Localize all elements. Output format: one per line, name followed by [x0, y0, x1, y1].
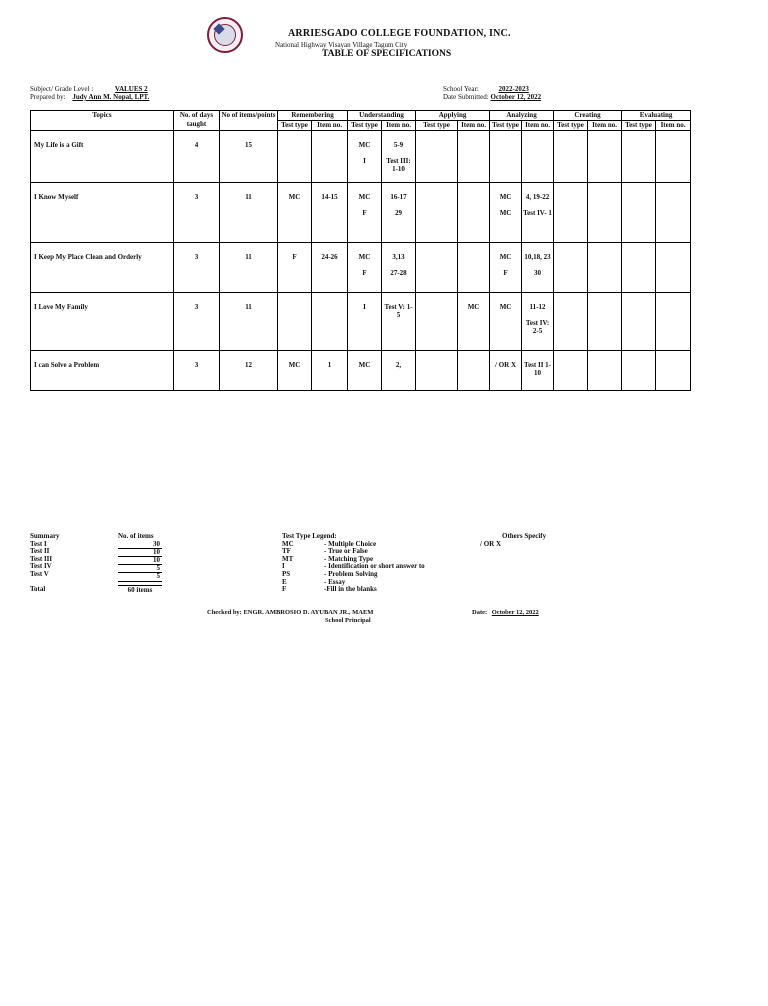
cell-text: I [363, 157, 366, 165]
table-cell [554, 183, 588, 243]
table-cell [382, 293, 416, 351]
subject-value: VALUES 2 [114, 85, 148, 93]
footer-date [472, 609, 539, 616]
table-cell [278, 131, 312, 183]
table-row [31, 351, 691, 391]
cell-text: 11 [245, 193, 252, 201]
school-year-value: 2022-2023 [498, 85, 529, 93]
table-cell [416, 351, 458, 391]
summary-test-count: 10 [118, 557, 162, 565]
legend-block [282, 533, 425, 594]
topic-cell [31, 131, 174, 183]
cell-text: 15 [245, 141, 252, 149]
table-cell [622, 243, 656, 293]
table-cell [458, 131, 490, 183]
topic-cell [31, 293, 174, 351]
cell-text: Test IV- 1 [523, 209, 552, 217]
specifications-table [30, 110, 691, 391]
topic-cell [31, 183, 174, 243]
header-evaluating: Evaluating [622, 111, 691, 121]
cell-text: 29 [395, 209, 403, 217]
table-cell [348, 293, 382, 351]
table-cell [522, 131, 554, 183]
legend-desc: -Fill in the blanks [324, 585, 377, 594]
table-cell [588, 131, 622, 183]
cell-text: 11 [245, 253, 252, 261]
table-cell [490, 293, 522, 351]
cell-text: I Love My Family [34, 303, 88, 311]
summary-test-name: Test I [30, 539, 47, 548]
table-cell [554, 351, 588, 391]
legend-code: I [282, 562, 285, 571]
legend-code: PS [282, 569, 291, 578]
legend-code: E [282, 577, 287, 586]
table-cell [458, 183, 490, 243]
cell-text: MC [499, 253, 512, 261]
table-cell [348, 243, 382, 293]
summary-test-name: Test V [30, 569, 49, 578]
date-submitted-line [443, 93, 541, 101]
school-name: ARRIESGADO COLLEGE FOUNDATION, INC. [288, 28, 511, 39]
school-seal-logo [207, 17, 243, 53]
school-address: National Highway Visayan Village Tagum City [275, 41, 408, 49]
date-submitted-label: Date Submitted: [443, 93, 489, 101]
topic-cell [31, 243, 174, 293]
cell-text: F [362, 269, 367, 277]
table-cell [622, 131, 656, 183]
cell-text: Test II 1-10 [524, 361, 552, 377]
document-title: TABLE OF SPECIFICATIONS [322, 49, 452, 59]
cell-text: 24-26 [321, 253, 338, 261]
table-cell [312, 183, 348, 243]
table-cell [656, 183, 691, 243]
table-cell [220, 183, 278, 243]
checked-by: Checked by: ENGR. AMBROSIO D. AYUBAN JR., MAEM [207, 609, 374, 616]
cell-text: I [363, 303, 366, 311]
cell-text: F [292, 253, 297, 261]
cell-text: F [503, 269, 508, 277]
cell-text: 11 [245, 303, 252, 311]
table-cell [174, 351, 220, 391]
others-title: Others Specify [502, 532, 547, 540]
table-cell [382, 183, 416, 243]
header-creating: Creating [554, 111, 622, 121]
sub-item-no: Item no. [656, 121, 691, 131]
table-row [31, 131, 691, 183]
subject-label: Subject/ Grade Level : [30, 85, 94, 93]
table-cell [458, 351, 490, 391]
summary-test-count: 5 [118, 565, 162, 573]
table-cell [588, 351, 622, 391]
summary-test-count: 10 [118, 549, 162, 557]
summary-counts [118, 533, 162, 594]
sub-item-no: Item no. [522, 121, 554, 131]
table-row [31, 183, 691, 243]
summary-test-count: 5 [118, 573, 162, 581]
table-cell [174, 293, 220, 351]
table-cell [416, 183, 458, 243]
table-cell [554, 243, 588, 293]
table-cell [416, 131, 458, 183]
cell-text: 3 [194, 193, 199, 201]
cell-text: F [362, 209, 367, 217]
cell-text: 27-28 [390, 269, 407, 277]
table-cell [522, 243, 554, 293]
table-cell [416, 243, 458, 293]
legend-entry [282, 586, 425, 594]
cell-text: 4, 19-22 [525, 193, 550, 201]
prepared-value: Judy Ann M. Nopal, LPT. [72, 93, 150, 101]
header-row-levels [31, 111, 691, 121]
table-cell [522, 293, 554, 351]
cell-text: 12 [245, 361, 252, 369]
table-cell [458, 293, 490, 351]
legend-desc: - Essay [324, 577, 346, 586]
sub-test-type: Test type [490, 121, 522, 131]
table-cell [312, 243, 348, 293]
summary-block [30, 533, 60, 593]
cell-text: MC [358, 253, 371, 261]
prepared-label: Prepared by: [30, 93, 66, 101]
legend-desc: - Multiple Choice [324, 539, 377, 548]
table-cell [554, 131, 588, 183]
header-remembering: Remembering [278, 111, 348, 121]
table-cell [278, 183, 312, 243]
total-value: 60 items [118, 585, 162, 595]
table-cell [348, 131, 382, 183]
legend-code: MT [282, 554, 294, 563]
legend-desc: - True or False [324, 547, 368, 556]
table-cell [220, 351, 278, 391]
header-topics: Topics [31, 111, 174, 131]
table-cell [458, 243, 490, 293]
cell-text: 14-15 [321, 193, 338, 201]
cell-text: 11-12 [529, 303, 546, 311]
legend-entry [282, 571, 425, 579]
sub-test-type: Test type [622, 121, 656, 131]
table-cell [312, 293, 348, 351]
table-cell [490, 131, 522, 183]
table-cell [490, 183, 522, 243]
table-cell [382, 351, 416, 391]
table-cell [220, 293, 278, 351]
topic-cell [31, 351, 174, 391]
sub-item-no: Item no. [312, 121, 348, 131]
table-cell [348, 183, 382, 243]
cell-text: MC [358, 361, 371, 369]
table-row [31, 243, 691, 293]
sub-item-no: Item no. [588, 121, 622, 131]
sub-test-type: Test type [416, 121, 458, 131]
cell-text: Test III: 1-10 [386, 157, 411, 173]
cell-text: MC [467, 303, 480, 311]
footer-date-value: October 12, 2022 [491, 609, 539, 616]
footer-date-label: Date: [472, 609, 488, 616]
cell-text: 10,18, 23 [524, 253, 551, 261]
sub-item-no: Item no. [382, 121, 416, 131]
header-understanding: Understanding [348, 111, 416, 121]
table-cell [522, 183, 554, 243]
summary-test-name: Test III [30, 554, 53, 563]
sub-test-type: Test type [348, 121, 382, 131]
table-cell [588, 183, 622, 243]
table-cell [278, 351, 312, 391]
cell-text: MC [288, 361, 301, 369]
cell-text: I Know Myself [34, 193, 79, 201]
cell-text: 5-9 [393, 141, 404, 149]
others-value: / OR X [480, 540, 501, 548]
cell-text: 1 [327, 361, 332, 369]
table-cell [174, 183, 220, 243]
table-cell [382, 131, 416, 183]
date-submitted-value: October 12, 2022 [490, 93, 542, 101]
table-cell [656, 293, 691, 351]
summary-test-count: 30 [118, 541, 162, 549]
table-cell [490, 351, 522, 391]
principal-title: School Principal [325, 617, 371, 624]
school-year-label: School Year: [443, 85, 479, 93]
items-label: No. of items [118, 532, 154, 540]
summary-label: Summary [30, 532, 60, 540]
cell-text: MC [358, 141, 371, 149]
header-applying: Applying [416, 111, 490, 121]
table-cell [622, 293, 656, 351]
cell-text: 30 [534, 269, 542, 277]
cell-text: 3,13 [392, 253, 405, 261]
subject-line [30, 85, 152, 93]
table-cell [220, 243, 278, 293]
cell-text: Test V: 1-5 [384, 303, 413, 319]
summary-test-name: Test IV [30, 562, 52, 571]
legend-desc: - Problem Solving [324, 569, 378, 578]
cell-text: 2, [395, 361, 402, 369]
sub-test-type: Test type [554, 121, 588, 131]
cell-text: MC [499, 193, 512, 201]
cell-text: 4 [194, 141, 199, 149]
table-cell [416, 293, 458, 351]
table-cell [656, 243, 691, 293]
table-cell [382, 243, 416, 293]
header-items: No of items/points [220, 111, 278, 131]
table-cell [656, 351, 691, 391]
legend-code: MC [282, 539, 294, 548]
cell-text: / OR X [495, 361, 517, 369]
cell-text: I Keep My Place Clean and Orderly [34, 253, 142, 261]
table-row [31, 293, 691, 351]
cell-text: 3 [194, 303, 199, 311]
table-cell [554, 293, 588, 351]
summary-test-name: Test II [30, 547, 50, 556]
total-label: Total [30, 584, 46, 593]
table-cell [588, 243, 622, 293]
table-cell [174, 131, 220, 183]
table-cell [278, 293, 312, 351]
cell-text: I can Solve a Problem [34, 361, 100, 369]
header-days: No. of days taught [174, 111, 220, 131]
table-cell [312, 131, 348, 183]
cell-text: 16-17 [390, 193, 407, 201]
cell-text: MC [288, 193, 301, 201]
table-cell [588, 293, 622, 351]
table-cell [174, 243, 220, 293]
cell-text: MC [358, 193, 371, 201]
cell-text: My Life is a Gift [34, 141, 84, 149]
table-cell [278, 243, 312, 293]
table-cell [522, 351, 554, 391]
legend-desc: - Matching Type [324, 554, 374, 563]
cell-text: Test IV: 2-5 [525, 319, 550, 335]
table-cell [348, 351, 382, 391]
table-cell [490, 243, 522, 293]
school-year-line [443, 85, 529, 93]
table-cell [622, 351, 656, 391]
header-analyzing: Analyzing [490, 111, 554, 121]
cell-text: MC [499, 303, 512, 311]
table-cell [312, 351, 348, 391]
cell-text: 3 [194, 361, 199, 369]
table-cell [622, 183, 656, 243]
sub-test-type: Test type [278, 121, 312, 131]
sub-item-no: Item no. [458, 121, 490, 131]
prepared-line [30, 93, 149, 101]
cell-text: 3 [194, 253, 199, 261]
cell-text: MC [499, 209, 512, 217]
table-cell [220, 131, 278, 183]
legend-desc: - Identification or short answer to [324, 562, 425, 571]
table-cell [656, 131, 691, 183]
legend-title: Test Type Legend: [282, 532, 337, 540]
legend-code: F [282, 585, 287, 594]
legend-code: TF [282, 547, 291, 556]
